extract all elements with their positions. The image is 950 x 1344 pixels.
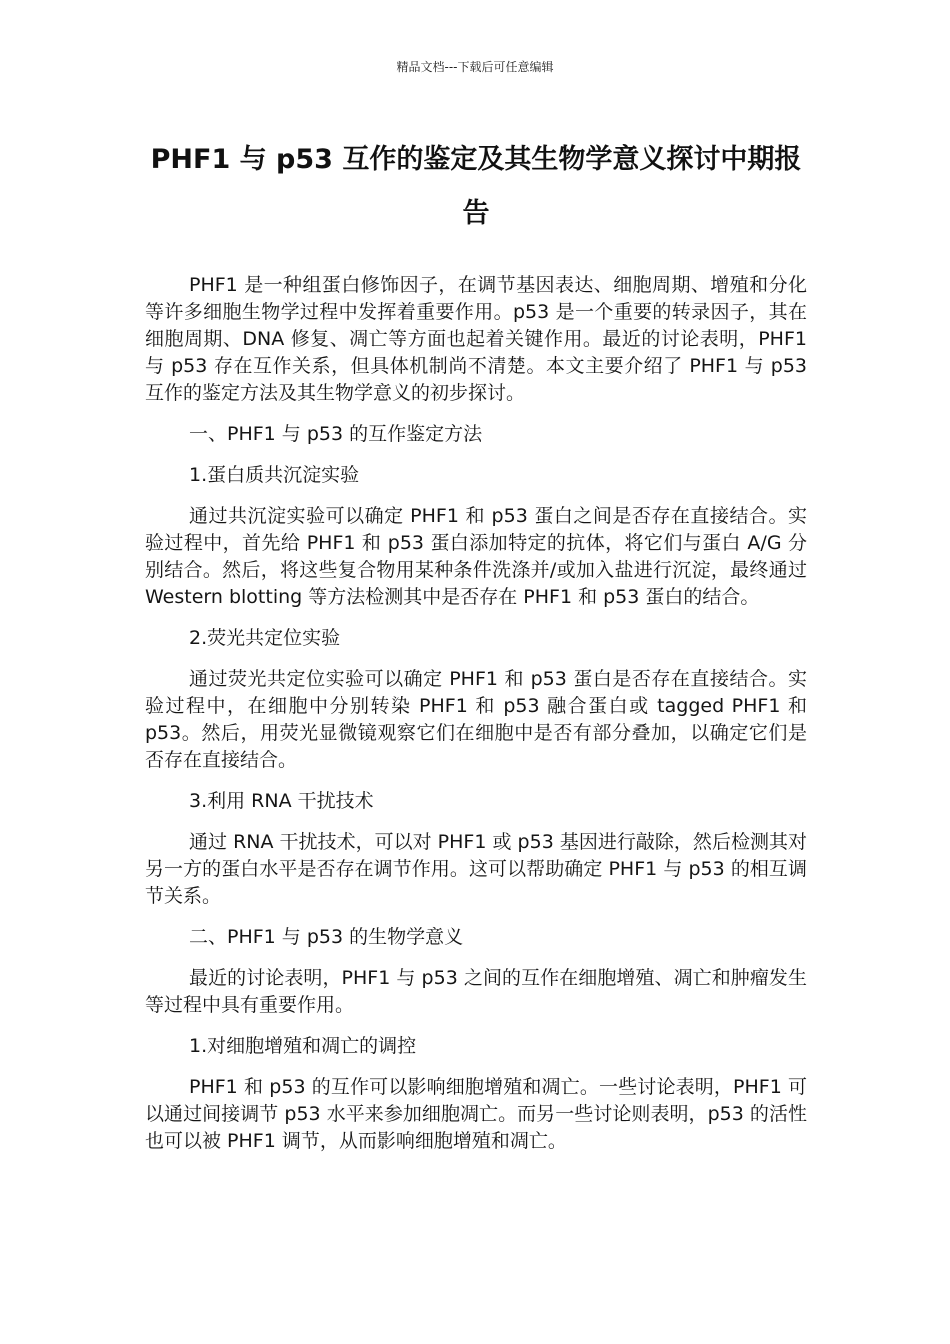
subsection-heading-1-3: 3.利用 RNA 干扰技术 xyxy=(189,790,374,812)
document-title: PHF1 与 p53 互作的鉴定及其生物学意义探讨中期报告 xyxy=(150,144,802,229)
intro-paragraph: PHF1 是一种组蛋白修饰因子，在调节基因表达、细胞周期、增殖和分化等许多细胞生物学过程中发挥着重要作用。p53 是一个重要的转录因子，其在细胞周期、DNA 修复、凋亡等方面也起着关键作用。最近的讨论表明，PHF1 与 p53 存在互作关系，但具体机制尚不清楚。本文主要介绍了 PHF1 与 p53 互作的鉴定方法及其生物学意义的初步探讨。 xyxy=(145,274,807,404)
subsection-paragraph-2-1: PHF1 和 p53 的互作可以影响细胞增殖和凋亡。一些讨论表明，PHF1 可以通过间接调节 p53 水平来参加细胞凋亡。而另一些讨论则表明，p53 的活性也可以被 PHF1 调节，从而影响细胞增殖和凋亡。 xyxy=(145,1076,807,1152)
header-note: 精品文档---下载后可任意编辑 xyxy=(396,60,554,74)
subsection-heading-2-1: 1.对细胞增殖和凋亡的调控 xyxy=(189,1035,417,1057)
section-2-intro-paragraph: 最近的讨论表明，PHF1 与 p53 之间的互作在细胞增殖、凋亡和肿瘤发生等过程中具有重要作用。 xyxy=(145,967,807,1016)
document-body xyxy=(145,272,807,1169)
section-heading-2: 二、PHF1 与 p53 的生物学意义 xyxy=(189,926,464,948)
subsection-paragraph-1-2: 通过荧光共定位实验可以确定 PHF1 和 p53 蛋白是否存在直接结合。实验过程中，在细胞中分别转染 PHF1 和 p53 融合蛋白或 tagged PHF1 和 p53。然后，用荧光显微镜观察它们在细胞中是否有部分叠加，以确定它们是否存在直接结合。 xyxy=(145,668,807,771)
subsection-paragraph-1-3: 通过 RNA 干扰技术，可以对 PHF1 或 p53 基因进行敲除，然后检测其对另一方的蛋白水平是否存在调节作用。这可以帮助确定 PHF1 与 p53 的相互调节关系。 xyxy=(145,831,807,907)
subsection-paragraph-1-1: 通过共沉淀实验可以确定 PHF1 和 p53 蛋白之间是否存在直接结合。实验过程中，首先给 PHF1 和 p53 蛋白添加特定的抗体，将它们与蛋白 A/G 分别结合。然后，将这些复合物用某种条件洗涤并/或加入盐进行沉淀，最终通过 Western blotting 等方法检测其中是否存在 PHF1 和 p53 蛋白的结合。 xyxy=(145,505,807,608)
section-heading-1: 一、PHF1 与 p53 的互作鉴定方法 xyxy=(189,423,483,445)
subsection-heading-1-1: 1.蛋白质共沉淀实验 xyxy=(189,464,360,486)
subsection-heading-1-2: 2.荧光共定位实验 xyxy=(189,627,341,649)
